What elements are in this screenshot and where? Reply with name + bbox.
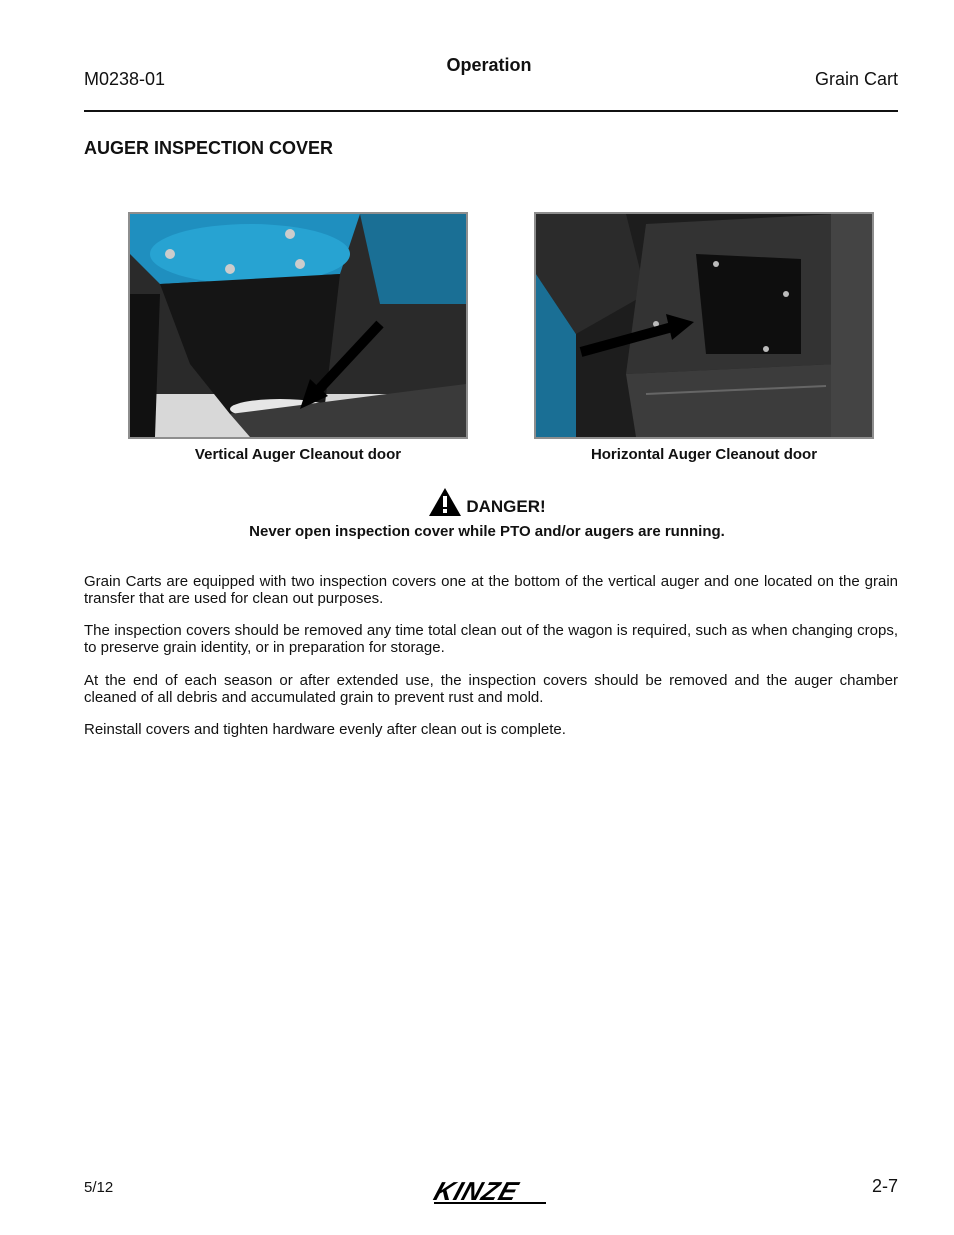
kinze-logo <box>430 1176 550 1211</box>
body-paragraph: At the end of each season or after extended use, the inspection covers should be removed and the auger chamber cleaned of all debris and accumulated grain to prevent rust and mold. <box>84 672 898 706</box>
header-divider <box>84 110 898 112</box>
product-name: Grain Cart <box>814 69 898 89</box>
body-paragraph: The inspection covers should be removed any time total clean out of the wagon is required, such as when changing crops, to preserve grain identity, or in preparation for storage. <box>84 622 898 656</box>
body-paragraph: Grain Carts are equipped with two inspection covers one at the bottom of the vertical auger and one located on the grain transfer that are used for clean out purposes. <box>84 573 898 607</box>
svg-text:KINZE: KINZE <box>430 1176 523 1206</box>
revision-date: 5/12 <box>84 1179 114 1196</box>
danger-heading <box>0 487 954 522</box>
figure-caption: Vertical Auger Cleanout door <box>194 446 402 463</box>
warning-triangle-icon <box>428 487 462 517</box>
doc-number: M0238-01 <box>84 69 166 89</box>
horizontal-auger-photo <box>534 212 874 439</box>
danger-title: DANGER! <box>466 497 546 516</box>
section-title: AUGER INSPECTION COVER <box>84 138 334 158</box>
danger-message: Never open inspection cover while PTO and/or augers are running. <box>249 523 725 540</box>
body-paragraph: Reinstall covers and tighten hardware evenly after clean out is complete. <box>84 721 566 738</box>
figure-caption: Horizontal Auger Cleanout door <box>590 446 818 463</box>
chapter-title: Operation <box>446 55 532 75</box>
page-number: 2-7 <box>871 1176 898 1196</box>
vertical-auger-photo <box>128 212 468 439</box>
